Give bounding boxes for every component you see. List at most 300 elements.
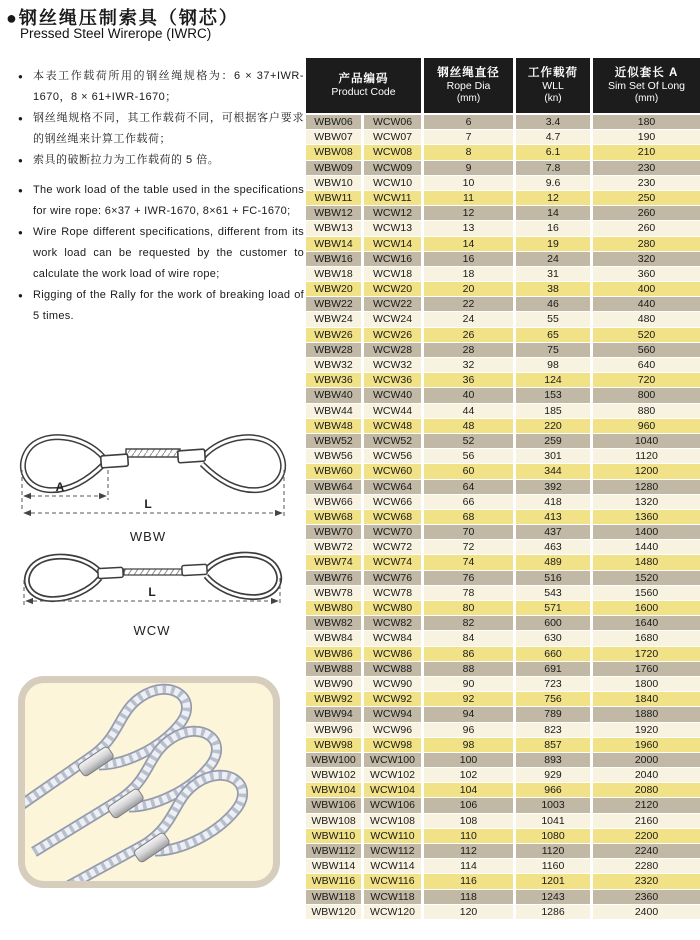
table-cell: 6.1 xyxy=(516,145,590,159)
table-cell: WCW08 xyxy=(364,145,421,159)
table-cell: WBW60 xyxy=(306,464,361,478)
table-cell: WCW80 xyxy=(364,601,421,615)
table-cell: 7 xyxy=(424,130,513,144)
table-cell: 600 xyxy=(516,616,590,630)
table-cell: 463 xyxy=(516,540,590,554)
wbw-right-ferrule xyxy=(178,449,206,463)
table-cell: 118 xyxy=(424,890,513,904)
table-cell: 22 xyxy=(424,297,513,311)
table-cell: 68 xyxy=(424,510,513,524)
table-cell: 1243 xyxy=(516,890,590,904)
table-cell: WBW106 xyxy=(306,798,361,812)
product-photo xyxy=(18,676,280,888)
table-cell: WBW110 xyxy=(306,829,361,843)
table-cell: 1120 xyxy=(593,449,700,463)
table-cell: WCW108 xyxy=(364,814,421,828)
table-cell: WBW44 xyxy=(306,404,361,418)
table-cell: WBW102 xyxy=(306,768,361,782)
table-cell: 7.8 xyxy=(516,161,590,175)
table-cell: 360 xyxy=(593,267,700,281)
table-cell: 48 xyxy=(424,419,513,433)
table-cell: WCW22 xyxy=(364,297,421,311)
table-cell: 2240 xyxy=(593,844,700,858)
table-cell: 1400 xyxy=(593,525,700,539)
table-cell: 230 xyxy=(593,161,700,175)
table-cell: WCW84 xyxy=(364,631,421,645)
table-cell: 880 xyxy=(593,404,700,418)
header-cell-rope-dia xyxy=(424,58,513,113)
table-cell: 116 xyxy=(424,874,513,888)
table-cell: 84 xyxy=(424,631,513,645)
table-cell: 114 xyxy=(424,859,513,873)
spec-table xyxy=(306,58,700,919)
table-cell: WBW09 xyxy=(306,161,361,175)
table-cell: WCW118 xyxy=(364,890,421,904)
table-cell: 32 xyxy=(424,358,513,372)
table-cell: 560 xyxy=(593,343,700,357)
table-cell: 1120 xyxy=(516,844,590,858)
table-cell: WBW112 xyxy=(306,844,361,858)
table-cell: 16 xyxy=(424,252,513,266)
table-cell: 516 xyxy=(516,571,590,585)
table-cell: WBW28 xyxy=(306,343,361,357)
table-cell: 1760 xyxy=(593,662,700,676)
header-wll-en: WLL xyxy=(542,79,564,92)
table-cell: 1200 xyxy=(593,464,700,478)
table-cell: WCW94 xyxy=(364,707,421,721)
table-cell: WBW24 xyxy=(306,312,361,326)
table-cell: 260 xyxy=(593,221,700,235)
table-header xyxy=(306,58,700,113)
table-cell: WCW09 xyxy=(364,161,421,175)
table-cell: 70 xyxy=(424,525,513,539)
page-subtitle: Pressed Steel Wirerope (IWRC) xyxy=(20,26,212,41)
table-cell: WBW86 xyxy=(306,647,361,661)
table-cell: WBW82 xyxy=(306,616,361,630)
header-set-long-zh: 近似套长 A xyxy=(614,66,679,79)
table-cell: 36 xyxy=(424,373,513,387)
table-cell: 1560 xyxy=(593,586,700,600)
header-cell-set-long xyxy=(593,58,700,113)
table-cell: 76 xyxy=(424,571,513,585)
table-cell: 630 xyxy=(516,631,590,645)
table-cell: WBW94 xyxy=(306,707,361,721)
table-cell: 98 xyxy=(424,738,513,752)
table-cell: WCW92 xyxy=(364,692,421,706)
table-cell: 756 xyxy=(516,692,590,706)
table-cell: 691 xyxy=(516,662,590,676)
table-cell: WBW48 xyxy=(306,419,361,433)
table-cell: 153 xyxy=(516,388,590,402)
table-cell: 102 xyxy=(424,768,513,782)
wbw-dim-a-label: A xyxy=(55,480,65,494)
table-cell: 413 xyxy=(516,510,590,524)
table-cell: 13 xyxy=(424,221,513,235)
table-cell: WBW74 xyxy=(306,555,361,569)
table-cell: WBW80 xyxy=(306,601,361,615)
spec-table-body xyxy=(306,115,700,919)
table-cell: 18 xyxy=(424,267,513,281)
wcw-diagram-label: WCW xyxy=(133,623,171,638)
table-cell: 1286 xyxy=(516,905,590,919)
table-cell: WBW56 xyxy=(306,449,361,463)
table-cell: WBW66 xyxy=(306,495,361,509)
table-cell: 74 xyxy=(424,555,513,569)
table-cell: WCW07 xyxy=(364,130,421,144)
table-cell: 571 xyxy=(516,601,590,615)
table-cell: WCW26 xyxy=(364,328,421,342)
table-cell: 1280 xyxy=(593,480,700,494)
table-cell: 180 xyxy=(593,115,700,129)
table-cell: WCW28 xyxy=(364,343,421,357)
table-cell: 1520 xyxy=(593,571,700,585)
table-cell: 2200 xyxy=(593,829,700,843)
table-cell: 1480 xyxy=(593,555,700,569)
rope-slings-illustration xyxy=(25,683,273,881)
table-cell: WCW56 xyxy=(364,449,421,463)
wcw-rope-body xyxy=(124,569,182,575)
table-cell: WBW76 xyxy=(306,571,361,585)
table-cell: WBW18 xyxy=(306,267,361,281)
wbw-diagram-label: WBW xyxy=(129,529,167,544)
table-cell: 2040 xyxy=(593,768,700,782)
table-cell: WBW40 xyxy=(306,388,361,402)
table-cell: WBW90 xyxy=(306,677,361,691)
table-cell: 1440 xyxy=(593,540,700,554)
table-cell: 640 xyxy=(593,358,700,372)
table-cell: 9.6 xyxy=(516,176,590,190)
table-cell: WCW78 xyxy=(364,586,421,600)
table-cell: WCW120 xyxy=(364,905,421,919)
table-cell: WCW102 xyxy=(364,768,421,782)
table-cell: WBW32 xyxy=(306,358,361,372)
table-cell: 75 xyxy=(516,343,590,357)
wcw-dim-l-label: L xyxy=(148,585,156,599)
table-cell: 260 xyxy=(593,206,700,220)
table-cell: 88 xyxy=(424,662,513,676)
table-cell: WCW10 xyxy=(364,176,421,190)
table-cell: 106 xyxy=(424,798,513,812)
wcw-right-ferrule xyxy=(182,564,207,575)
wcw-left-ferrule xyxy=(98,567,123,578)
table-cell: 1041 xyxy=(516,814,590,828)
table-cell: 66 xyxy=(424,495,513,509)
table-cell: 1800 xyxy=(593,677,700,691)
table-cell: 8 xyxy=(424,145,513,159)
diagram-wcw-sling xyxy=(8,548,298,640)
table-cell: 80 xyxy=(424,601,513,615)
table-cell: 94 xyxy=(424,707,513,721)
table-cell: 40 xyxy=(424,388,513,402)
table-cell: WCW70 xyxy=(364,525,421,539)
table-cell: WBW52 xyxy=(306,434,361,448)
note-item-zh-2: ● 钢丝绳规格不同，其工作载荷不同，可根据客户要求的钢丝绳来计算工作载荷； xyxy=(18,108,304,150)
table-cell: 64 xyxy=(424,480,513,494)
table-cell: 2400 xyxy=(593,905,700,919)
table-cell: WCW104 xyxy=(364,783,421,797)
table-cell: 2000 xyxy=(593,753,700,767)
table-cell: 660 xyxy=(516,647,590,661)
table-cell: WCW44 xyxy=(364,404,421,418)
note-item-en-3: ● Rigging of the Rally for the work of breaking load of 5 times. xyxy=(18,285,304,327)
table-cell: WCW116 xyxy=(364,874,421,888)
table-cell: 723 xyxy=(516,677,590,691)
table-cell: WCW14 xyxy=(364,237,421,251)
table-cell: 1003 xyxy=(516,798,590,812)
table-cell: 72 xyxy=(424,540,513,554)
table-cell: WCW110 xyxy=(364,829,421,843)
table-cell: 320 xyxy=(593,252,700,266)
table-cell: WBW26 xyxy=(306,328,361,342)
table-cell: 2280 xyxy=(593,859,700,873)
table-cell: 24 xyxy=(424,312,513,326)
table-cell: WCW18 xyxy=(364,267,421,281)
table-cell: WBW92 xyxy=(306,692,361,706)
wcw-left-eye-inner xyxy=(27,557,100,599)
table-cell: 1160 xyxy=(516,859,590,873)
table-cell: 14 xyxy=(516,206,590,220)
table-cell: 437 xyxy=(516,525,590,539)
table-cell: WCW90 xyxy=(364,677,421,691)
table-cell: 98 xyxy=(516,358,590,372)
table-cell: 2120 xyxy=(593,798,700,812)
table-cell: 220 xyxy=(516,419,590,433)
table-cell: 280 xyxy=(593,237,700,251)
header-set-long-unit: (mm) xyxy=(634,93,659,104)
table-cell: 2080 xyxy=(593,783,700,797)
table-cell: 2360 xyxy=(593,890,700,904)
table-cell: 28 xyxy=(424,343,513,357)
table-cell: WCW114 xyxy=(364,859,421,873)
table-cell: 1600 xyxy=(593,601,700,615)
table-cell: WCW64 xyxy=(364,480,421,494)
table-cell: 110 xyxy=(424,829,513,843)
header-set-long-en: Sim Set Of Long xyxy=(607,79,686,92)
table-cell: 12 xyxy=(516,191,590,205)
table-cell: 90 xyxy=(424,677,513,691)
note-item-zh-3: ● 索具的破断拉力为工作载荷的 5 倍。 xyxy=(18,150,304,171)
table-cell: 960 xyxy=(593,419,700,433)
table-cell: WBW98 xyxy=(306,738,361,752)
table-cell: 86 xyxy=(424,647,513,661)
table-cell: WCW48 xyxy=(364,419,421,433)
table-cell: WCW86 xyxy=(364,647,421,661)
table-cell: 190 xyxy=(593,130,700,144)
table-cell: 104 xyxy=(424,783,513,797)
table-cell: WCW24 xyxy=(364,312,421,326)
table-cell: WCW98 xyxy=(364,738,421,752)
table-cell: WCW82 xyxy=(364,616,421,630)
note-item-zh-1: ● 本表工作载荷所用的钢丝绳规格为：6 × 37+IWR-1670，8 × 61+IWR-1670； xyxy=(18,66,304,108)
table-cell: 3.4 xyxy=(516,115,590,129)
table-cell: WBW14 xyxy=(306,237,361,251)
table-cell: WBW78 xyxy=(306,586,361,600)
table-cell: 4.7 xyxy=(516,130,590,144)
table-cell: 1680 xyxy=(593,631,700,645)
header-rope-dia-unit: (mm) xyxy=(456,93,481,104)
table-cell: WBW13 xyxy=(306,221,361,235)
header-product-code-zh: 产品编码 xyxy=(338,72,389,85)
table-cell: WCW88 xyxy=(364,662,421,676)
table-cell: 1840 xyxy=(593,692,700,706)
table-cell: WCW40 xyxy=(364,388,421,402)
table-cell: 120 xyxy=(424,905,513,919)
table-cell: 44 xyxy=(424,404,513,418)
table-cell: WBW20 xyxy=(306,282,361,296)
table-cell: WCW74 xyxy=(364,555,421,569)
table-cell: 185 xyxy=(516,404,590,418)
table-cell: 966 xyxy=(516,783,590,797)
table-cell: WBW100 xyxy=(306,753,361,767)
table-cell: WBW70 xyxy=(306,525,361,539)
table-cell: 418 xyxy=(516,495,590,509)
table-cell: 1201 xyxy=(516,874,590,888)
table-cell: 10 xyxy=(424,176,513,190)
table-cell: WBW36 xyxy=(306,373,361,387)
table-cell: 392 xyxy=(516,480,590,494)
table-cell: 1040 xyxy=(593,434,700,448)
table-cell: 344 xyxy=(516,464,590,478)
table-cell: WBW120 xyxy=(306,905,361,919)
table-cell: 11 xyxy=(424,191,513,205)
table-cell: 1880 xyxy=(593,707,700,721)
header-wll-unit: (kn) xyxy=(544,93,562,104)
table-cell: WBW11 xyxy=(306,191,361,205)
table-cell: WBW64 xyxy=(306,480,361,494)
table-cell: WBW10 xyxy=(306,176,361,190)
table-cell: 1320 xyxy=(593,495,700,509)
table-cell: 230 xyxy=(593,176,700,190)
table-cell: WCW60 xyxy=(364,464,421,478)
wbw-left-ferrule xyxy=(101,454,129,468)
table-cell: 6 xyxy=(424,115,513,129)
table-cell: 250 xyxy=(593,191,700,205)
table-cell: WBW104 xyxy=(306,783,361,797)
table-cell: 857 xyxy=(516,738,590,752)
table-cell: WCW36 xyxy=(364,373,421,387)
table-cell: WCW16 xyxy=(364,252,421,266)
table-cell: 60 xyxy=(424,464,513,478)
table-cell: WBW07 xyxy=(306,130,361,144)
table-cell: WCW72 xyxy=(364,540,421,554)
table-cell: 520 xyxy=(593,328,700,342)
note-item-en-2: ● Wire Rope different specifications, different from its work load can be requested by the customer to calculate the work load of wire rope; xyxy=(18,222,304,285)
diagram-wbw-sling xyxy=(8,408,298,546)
table-cell: WBW88 xyxy=(306,662,361,676)
header-cell-wll xyxy=(516,58,590,113)
table-cell: 1720 xyxy=(593,647,700,661)
table-cell: WBW96 xyxy=(306,723,361,737)
table-cell: 52 xyxy=(424,434,513,448)
table-cell: WBW06 xyxy=(306,115,361,129)
table-cell: WCW68 xyxy=(364,510,421,524)
table-cell: WBW12 xyxy=(306,206,361,220)
table-cell: WBW08 xyxy=(306,145,361,159)
table-cell: 893 xyxy=(516,753,590,767)
header-rope-dia-zh: 钢丝绳直径 xyxy=(437,66,500,79)
header-cell-product-code xyxy=(306,58,421,113)
table-cell: 210 xyxy=(593,145,700,159)
table-cell: 480 xyxy=(593,312,700,326)
table-cell: WBW16 xyxy=(306,252,361,266)
table-cell: 929 xyxy=(516,768,590,782)
table-cell: 38 xyxy=(516,282,590,296)
table-cell: 720 xyxy=(593,373,700,387)
table-cell: 12 xyxy=(424,206,513,220)
note-item-en-1: ● The work load of the table used in the specifications for wire rope: 6×37 + IWR-1670, 8×61 + FC-1670; xyxy=(18,180,304,222)
table-cell: 46 xyxy=(516,297,590,311)
table-cell: 96 xyxy=(424,723,513,737)
table-cell: WCW66 xyxy=(364,495,421,509)
table-cell: WCW32 xyxy=(364,358,421,372)
table-cell: 26 xyxy=(424,328,513,342)
table-cell: 20 xyxy=(424,282,513,296)
table-cell: 789 xyxy=(516,707,590,721)
table-cell: WCW12 xyxy=(364,206,421,220)
table-cell: 78 xyxy=(424,586,513,600)
table-cell: WBW118 xyxy=(306,890,361,904)
header-product-code-en: Product Code xyxy=(331,86,396,99)
table-cell: WBW22 xyxy=(306,297,361,311)
wbw-dim-l-label: L xyxy=(144,497,152,511)
table-cell: 112 xyxy=(424,844,513,858)
table-cell: 24 xyxy=(516,252,590,266)
table-cell: 108 xyxy=(424,814,513,828)
table-cell: 55 xyxy=(516,312,590,326)
table-cell: WCW20 xyxy=(364,282,421,296)
table-cell: 489 xyxy=(516,555,590,569)
table-cell: 259 xyxy=(516,434,590,448)
table-cell: 2320 xyxy=(593,874,700,888)
table-cell: 92 xyxy=(424,692,513,706)
table-cell: 1920 xyxy=(593,723,700,737)
table-cell: WCW11 xyxy=(364,191,421,205)
table-cell: WBW84 xyxy=(306,631,361,645)
table-cell: WBW108 xyxy=(306,814,361,828)
header-rope-dia-en: Rope Dia xyxy=(446,79,491,92)
table-cell: 124 xyxy=(516,373,590,387)
table-cell: 1640 xyxy=(593,616,700,630)
table-cell: WCW106 xyxy=(364,798,421,812)
table-cell: 1960 xyxy=(593,738,700,752)
table-cell: WBW68 xyxy=(306,510,361,524)
table-cell: WBW116 xyxy=(306,874,361,888)
table-cell: 56 xyxy=(424,449,513,463)
table-cell: 19 xyxy=(516,237,590,251)
table-cell: 800 xyxy=(593,388,700,402)
wbw-rope-body xyxy=(126,449,180,457)
table-cell: 823 xyxy=(516,723,590,737)
notes-list xyxy=(18,66,304,327)
table-cell: WBW114 xyxy=(306,859,361,873)
table-cell: 543 xyxy=(516,586,590,600)
table-cell: 2160 xyxy=(593,814,700,828)
table-cell: WCW06 xyxy=(364,115,421,129)
table-cell: WCW112 xyxy=(364,844,421,858)
table-cell: 400 xyxy=(593,282,700,296)
table-cell: 301 xyxy=(516,449,590,463)
page-title: ●钢丝绳压制索具（钢芯） xyxy=(6,8,239,28)
header-wll-zh: 工作载荷 xyxy=(528,66,578,79)
table-cell: WCW96 xyxy=(364,723,421,737)
wbw-right-eye xyxy=(202,437,283,490)
table-cell: 9 xyxy=(424,161,513,175)
table-cell: WCW76 xyxy=(364,571,421,585)
wcw-right-eye-inner xyxy=(206,555,279,597)
table-cell: 1360 xyxy=(593,510,700,524)
table-cell: WBW72 xyxy=(306,540,361,554)
table-cell: WCW100 xyxy=(364,753,421,767)
